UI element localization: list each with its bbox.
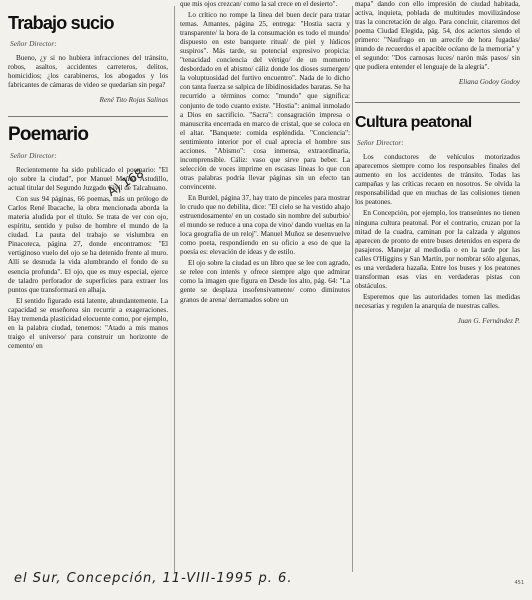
- column-middle: [180, 0, 350, 305]
- letter-paragraph: Esperemos que las autoridades tomen las medidas necesarias y regulen la anarquía de nuestras calles.: [355, 292, 520, 310]
- letter-salutation: Señor Director:: [357, 138, 404, 148]
- letter-paragraph: Con sus 94 páginas, 66 poemas, más un prólogo de Carlos René Ibacache, la obra mencionada aborda la materia aludida por el título. Se trata de ver con ojo, espíritu, sentido y pulso de hombre el mundo de la ciudad. La pauta del trabajo se vislumbra en Pinacoteca, página 27, donde encontramos: "El vertiginoso vuelo del ojo se ha detenido frente al muro. Allí se desnuda la vida alumbrando el fondo de su esencia profunda". El ojo, que es muy especial, ejerce de taladro perforador de superficies para extraer los puntos que transformará en alhaja.: [8, 195, 168, 294]
- letter-headline-poemario: Poemario: [8, 124, 89, 146]
- corner-mark: 451: [514, 580, 524, 586]
- letter-paragraph: En Concepción, por ejemplo, los transeúntes no tienen ninguna cultura peatonal. Por el contrario, cruzan por la mitad de la cuadra, caminan por la calzada y algunos aparecen de pronto de entre buses detenidos en espera de pasajeros. Manejar al mediodía o en la tarde por las calles O'Higgins y San Martín, por nombrar sólo algunas, es una verdadera hazaña. Entre los buses y los peatones transforman esas vías en verdaderas pistas con obstáculos.: [355, 209, 520, 290]
- letter-signature: Eliana Godoy Godoy: [458, 78, 520, 87]
- column-divider: [174, 6, 175, 572]
- letter-headline-trabajo-sucio: Trabajo sucio: [8, 13, 114, 33]
- letter-paragraph: Lo crítico no rompe la línea del buen decir para tratar temas. Amantes, página 25, entrega: "Hostia sacra y transparente/ la hora de la consumación es todo el mundo/ dispuesto en este banquete ritual/ de piel y lúdicos suspiros". Más tarde, su potencial expresivo propicia: "tenacidad conciencia del vértigo/ de un momento desbordado en el abismo/ cáliz donde los dioses sumergen/ la voluptuosidad del furtivo encuentro". Nada de lo dicho con tanta fuerza se salpica de libidinosidades baratas. Se ha recurrido a términos como: "mundo" que significa: conjunto de todo cuanto existe. "Hostia": animal inmolado a Dios en sacrificio. "Sacra": consagración impresa o manuscrita encerrada en marco de cristal, que se coloca en el altar. "Banquete: comida espléndida. "Conciencia": sentimiento interior por el cual aprecia el hombre sus acciones. "Abismo": cosa inmensa, extraordinaria, incomprensible. Cáliz: vaso que sirve para beber. La selección de voces imprime en escasas líneas lo que con otras palabras podría llevar páginas sin un efecto tan convincente.: [180, 11, 350, 191]
- column-divider: [352, 6, 353, 572]
- column-right: [355, 0, 520, 325]
- letter-paragraph: Recientemente ha sido publicado el poemario: "El ojo sobre la ciudad", por Manuel Muñoz Astudillo, actual titular del Segundo Juzgado Civil de Talcahuano.: [8, 166, 168, 193]
- letter-paragraph: mapa" dando con ello impresión de ciudad habitada, activa, inquieta, poblada de multitudes movilizándose tras la concretación de algo. Para concluir, citaremos del poema Ciudad Elegida, pág. 54, dos aciertos siendo el primero: "Naufrago en un arrecife de hora fugadas/ inundo de recuerdos el apacible océano de la memoria" y el segundo: "Dos carnosas luces/ narón más pasos/ sin que pudiera entender el lenguaje de la alegría".: [355, 0, 520, 72]
- letter-salutation: Señor Director:: [10, 38, 57, 48]
- handwritten-margin-annotation: A) 168: [105, 166, 147, 199]
- letter-paragraph: El ojo sobre la ciudad es un libro que se lee con agrado, se relee con interés y ofrece siempre algo que admirar como la imagen que figura en Desde los alto, pág. 64: "La gente se desplaza insofensivamente/ como diminutos granos de arena/ derramados sobre un: [180, 259, 350, 304]
- section-divider: [8, 116, 168, 117]
- letter-signature: René Tito Rojas Salinas: [99, 96, 168, 105]
- letter-paragraph: El sentido figurado está latente, abundantemente. La capacidad se enseñorea sin recurrir a exageraciones. Hay tremenda plasticidad elocuente como, por ejemplo, en la palabra ciudad, tenemos: "Atado a mis manos traigo el universo/ para construir un horizonte de cemento/ en: [8, 296, 168, 350]
- letter-salutation: Señor Director:: [10, 151, 57, 161]
- letter-paragraph: que mis ojos crezcan/ como la sal crece en el desierto".: [180, 0, 338, 8]
- section-divider: [355, 102, 520, 103]
- handwritten-source-note: el Sur, Concepción, 11-VIII-1995 p. 6.: [14, 571, 293, 586]
- letter-paragraph: Bueno, ¿y si no hubiera infracciones del tránsito, robos, asaltos, accidentes carreteros, delitos, homicidios; ¿los carabineros, los abogados y los fabricantes de cámaras de video se quedarían sin pega?: [8, 53, 168, 90]
- letter-headline-cultura-peatonal: Cultura peatonal: [355, 114, 472, 132]
- column-left: [8, 8, 168, 351]
- letter-signature: Juan G. Fernández P.: [457, 316, 520, 325]
- letter-paragraph: En Burdel, página 37, hay trato de pinceles para mostrar lo crudo que no debilita, dice: "El cielo se ha vestido abajo estruendosamente/ en un costado sin nombre del suburbio/ el mundo se reduce a una copa de vino/ dando vueltas en la loca geografía de un reloj". Manuel Muñoz se desenvuelve como poeta, respondiendo en su oficio a eso de que la poesía es: elevación de ideas y de estilo.: [180, 193, 350, 257]
- letter-paragraph: Los conductores de vehículos motorizados aparecemos siempre como los responsables finales del aumento en los accidentes de tránsito. Todas las campañas y las críticas recaen en nosotros. Se olvida la responsabilidad que en muchas de las colisiones tienen los peatones.: [355, 153, 520, 207]
